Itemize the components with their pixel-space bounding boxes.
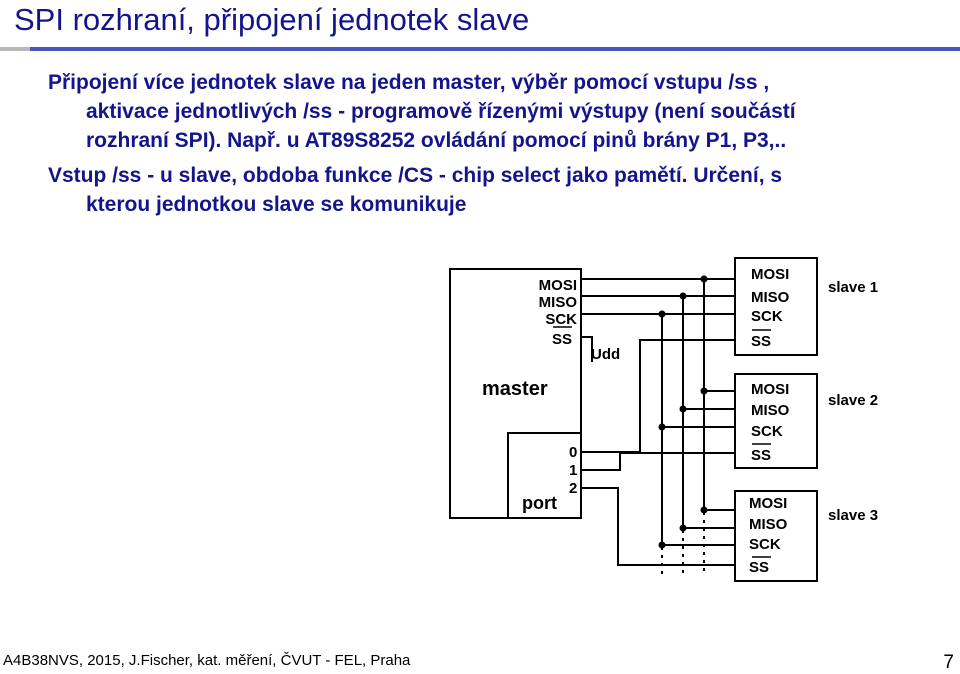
junction-mosi-2 xyxy=(701,388,708,395)
slave-2-pin-mosi: MOSI xyxy=(751,381,790,398)
slave-3-pin-ss: SS xyxy=(749,559,770,576)
footer-text: A4B38NVS, 2015, J.Fischer, kat. měření, ČVUT - FEL, Praha xyxy=(3,652,411,669)
slave-2-label: slave 2 xyxy=(828,392,879,409)
bullet-2-line-2: kterou jednotkou slave se komunikuje xyxy=(86,193,467,216)
slave-1-pin-sck: SCK xyxy=(751,308,783,325)
junction-mosi-1 xyxy=(701,276,708,283)
port-label: port xyxy=(522,493,557,513)
slave-3-pin-miso: MISO xyxy=(749,516,788,533)
junction-sck-3 xyxy=(659,542,666,549)
slave-2-pin-ss: SS xyxy=(751,447,772,464)
slave-3-label: slave 3 xyxy=(828,507,879,524)
junction-sck-2 xyxy=(659,424,666,431)
master-pin-ss: SS xyxy=(551,331,572,348)
slave-1-label: slave 1 xyxy=(828,279,879,296)
page-number: 7 xyxy=(943,652,954,673)
port-pin-0: 0 xyxy=(569,444,578,461)
slave-3-pin-mosi: MOSI xyxy=(749,495,788,512)
slave-1-pin-miso: MISO xyxy=(751,289,790,306)
port-pin-2: 2 xyxy=(569,480,578,497)
wire-port-2 xyxy=(581,488,735,565)
port-pin-1: 1 xyxy=(569,462,578,479)
master-label: master xyxy=(482,378,548,400)
junction-miso-1 xyxy=(680,293,687,300)
slave-2-pin-miso: MISO xyxy=(751,402,790,419)
bullet-2-line-1: Vstup /ss - u slave, obdoba funkce /CS - chip select jako pamětí. Určení, s xyxy=(48,164,783,187)
slave-2-pin-sck: SCK xyxy=(751,423,783,440)
slave-1-pin-ss: SS xyxy=(751,333,772,350)
slide-title: SPI rozhraní, připojení jednotek slave xyxy=(14,2,530,37)
slave-1-pin-mosi: MOSI xyxy=(751,266,790,283)
bullet-1-line-1: Připojení více jednotek slave na jeden master, výběr pomocí vstupu /ss , xyxy=(48,71,770,94)
junction-sck-1 xyxy=(659,311,666,318)
slave-3-pin-sck: SCK xyxy=(749,536,781,553)
bullet-1-line-2: aktivace jednotlivých /ss - programově řízenými výstupy (není součástí xyxy=(86,100,796,123)
master-pin-mosi: MOSI xyxy=(538,277,577,294)
master-pin-miso: MISO xyxy=(538,294,577,311)
master-pin-sck: SCK xyxy=(545,311,577,328)
wire-port-1 xyxy=(581,453,735,470)
bullet-1-line-3: rozhraní SPI). Např. u AT89S8252 ovládání pomocí pinů brány P1, P3,.. xyxy=(86,129,787,152)
junction-mosi-3 xyxy=(701,507,708,514)
junction-miso-3 xyxy=(680,525,687,532)
udd-label: Udd xyxy=(591,346,621,363)
junction-miso-2 xyxy=(680,406,687,413)
